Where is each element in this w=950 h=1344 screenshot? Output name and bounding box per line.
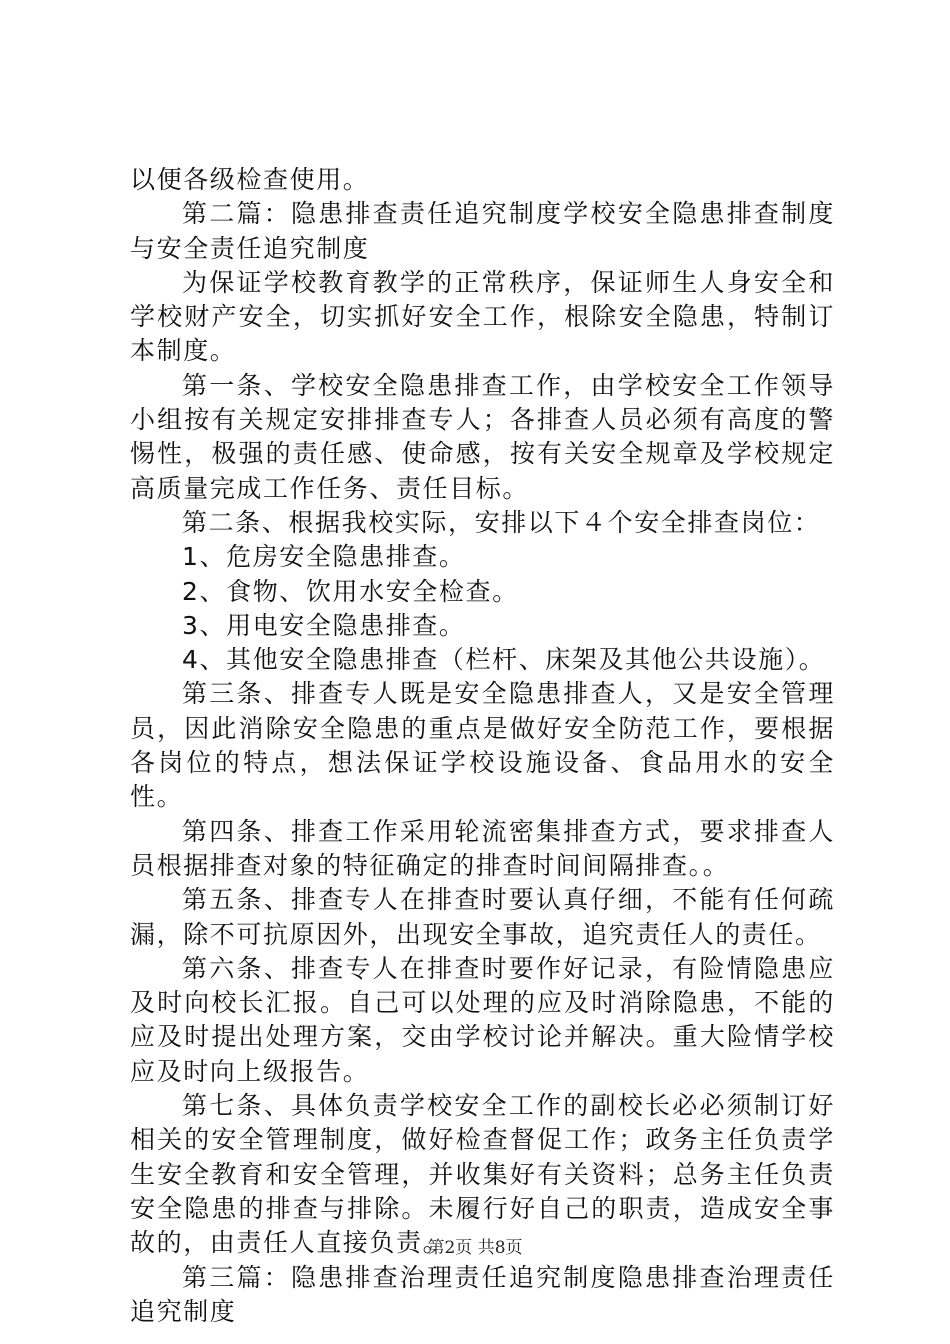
paragraph-continuation: 以便各级检查使用。 [130,165,370,194]
list-item-1: 1、危房安全隐患排查。 [182,542,466,572]
list-item-4: 4、其他安全隐患排查（栏杆、床架及其他公共设施）。 [182,645,826,675]
article-1: 第一条、学校安全隐患排查工作，由学校安全工作领导小组按有关规定安排排查专人；各排查人员必须有高度的警惕性，极强的责任感、使命感，按有关安全规章及学校规定高质量完成工作任务、责任目标。 [130,370,835,503]
article-7: 第七条、具体负责学校安全工作的副校长必必须制订好相关的安全管理制度，做好检查督促工作；政务主任负责学生安全教育和安全管理，并收集好有关资料；总务主任负责安全隐患的排查与排除。未履行好自己的职责，造成安全事故的，由责任人直接负责。 [130,1091,835,1258]
article-4: 第四条、排查工作采用轮流密集排查方式，要求排查人员根据排查对象的特征确定的排查时间间隔排查。。 [130,816,835,880]
article-5: 第五条、排查专人在排查时要认真仔细，不能有任何疏漏，除不可抗原因外，出现安全事故，追究责任人的责任。 [130,885,835,949]
paragraph-purpose: 为保证学校教育教学的正常秩序，保证师生人身安全和学校财产安全，切实抓好安全工作，根除安全隐患，特制订本制度。 [130,267,835,366]
article-3: 第三条、排查专人既是安全隐患排查人，又是安全管理员，因此消除安全隐患的重点是做好安全防范工作，要根据各岗位的特点，想法保证学校设施设备、食品用水的安全性。 [130,679,835,812]
article-2: 第二条、根据我校实际，安排以下４个安全排查岗位： [182,507,821,537]
section-heading-part-3: 第三篇：隐患排查治理责任追究制度隐患排查治理责任追究制度 [130,1262,835,1326]
document-body [130,163,835,1329]
section-heading-part-2: 第二篇：隐患排查责任追究制度学校安全隐患排查制度与安全责任追究制度 [130,199,835,263]
list-item-3: 3、用电安全隐患排查。 [182,610,466,640]
list-item-2: 2、食物、饮用水安全检查。 [182,576,519,606]
article-6: 第六条、排查专人在排查时要作好记录，有险情隐患应及时向校长汇报。自己可以处理的应及时消除隐患，不能的应及时提出处理方案，交由学校讨论并解决。重大险情学校应及时向上级报告。 [130,953,835,1086]
page-footer: 第2页 共8页 [427,1238,523,1258]
